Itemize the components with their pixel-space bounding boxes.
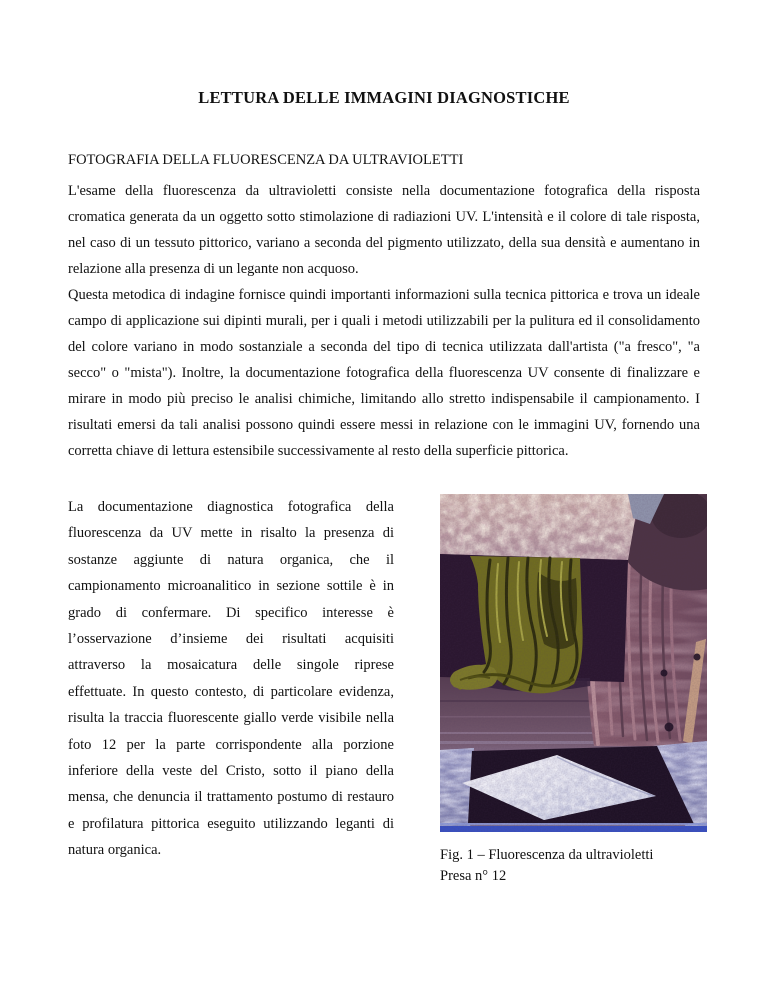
left-column-paragraph: La documentazione diagnostica fotografica della fluorescenza da UV mette in risalto la presenza di sostanze aggiunte di natura organica, che il campionamento microanalitico in sezione sottile è in grado di confermare. Di specifico interesse è l’osservazione d’insieme dei risultati acquisiti attraverso la mosaicatura delle singole riprese effettuate. In questo contesto, di particolare evidenza, risulta la traccia fluorescente giallo verde visibile nella foto 12 per la parte corrispondente alla porzione inferiore della veste del Cristo, sotto il piano della mensa, che denuncia il trattamento postumo di restauro e profilatura pittorica eseguito utilizzando leganti di natura organica. — [68, 499, 394, 859]
paragraph-1: L'esame della fluorescenza da ultravioletti consiste nella documentazione fotografica della risposta cromatica generata da un oggetto sotto stimolazione di radiazioni UV. L'intensità e il colore di tale risposta, nel caso di un tessuto pittorico, variano a seconda del pigmento utilizzato, della sua densità e aumentano in relazione alla presenza di un legante non acquoso. — [68, 183, 700, 277]
caption-line-2: Presa n° 12 — [440, 867, 507, 884]
body-text — [68, 178, 700, 464]
two-column-section — [68, 494, 707, 886]
uv-fluorescence-photo — [440, 494, 707, 832]
photo-grain — [440, 494, 707, 832]
page-title: LETTURA DELLE IMMAGINI DIAGNOSTICHE — [198, 88, 570, 107]
caption-line-1: Fig. 1 – Fluorescenza da ultravioletti — [440, 847, 654, 863]
section-heading: FOTOGRAFIA DELLA FLUORESCENZA DA ULTRAVIOLETTI — [68, 152, 464, 168]
figure-1 — [440, 494, 707, 886]
figure-caption — [440, 845, 707, 886]
paragraph-2: Questa metodica di indagine fornisce quindi importanti informazioni sulla tecnica pittorica e trova un ideale campo di applicazione sui dipinti murali, per i quali i metodi utilizzabili per la pulitura ed il consolidamento del colore variano in modo sostanziale a seconda del tipo di tecnica utilizzata dall'artista ("a fresco", "a secco" o "mista"). Inoltre, la documentazione fotografica della fluorescenza UV consente di finalizzare e mirare in modo più preciso le analisi chimiche, limitando allo stretto indispensabile il campionamento. I risultati emersi da tali analisi possono quindi essere messi in relazione con le immagini UV, fornendo una corretta chiave di lettura estensibile successivamente al resto della superficie pittorica. — [68, 287, 700, 459]
